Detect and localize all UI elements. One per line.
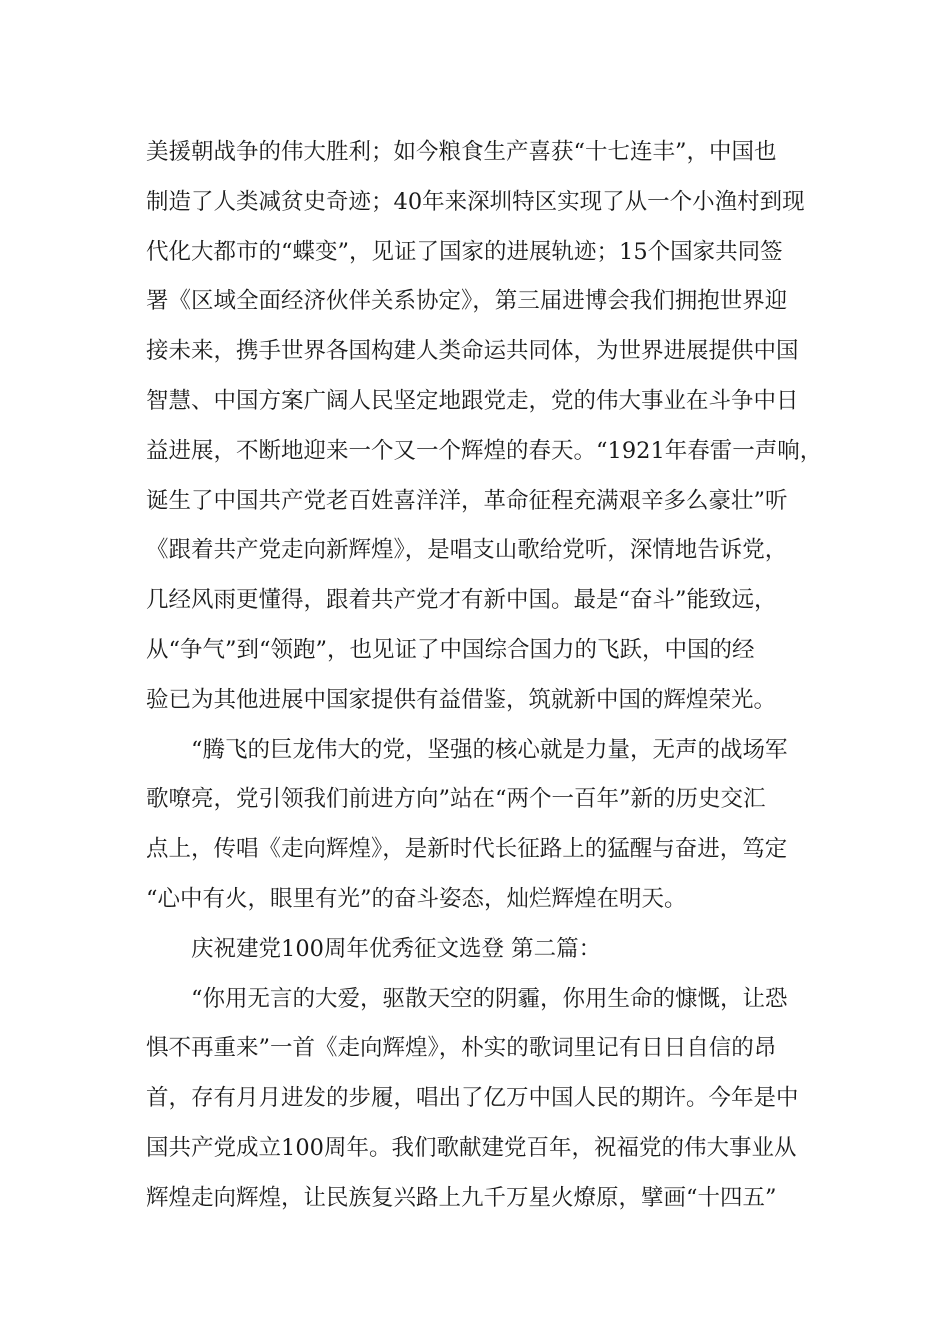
section-heading: 庆祝建党100周年优秀征文选登 第二篇： [191, 935, 602, 962]
text-line: “心中有火，眼里有光”的奋斗姿态，灿烂辉煌在明天。 [146, 885, 687, 912]
text-line: 歌嘹亮，党引领我们前进方向”站在“两个一百年”新的历史交汇 [146, 786, 766, 813]
text-line: 辉煌走向辉煌，让民族复兴路上九千万星火燎原，擘画“十四五” [146, 1184, 777, 1211]
text-line: 验已为其他进展中国家提供有益借鉴，筑就新中国的辉煌荣光。 [146, 686, 777, 713]
text-line: 首，存有月月进发的步履，唱出了亿万中国人民的期许。今年是中 [146, 1085, 799, 1112]
text-line: 署《区域全面经济伙伴关系协定》，第三届进博会我们拥抱世界迎 [146, 288, 788, 315]
text-line: 益进展，不断地迎来一个又一个辉煌的春天。“1921年春雷一声响， [146, 437, 823, 464]
text-line: 国共产党成立100周年。我们歌献建党百年，祝福党的伟大事业从 [146, 1134, 797, 1161]
text-line: 代化大都市的“蝶变”，见证了国家的进展轨迹；15个国家共同签 [146, 238, 783, 265]
text-line: 从“争气”到“领跑”，也见证了中国综合国力的飞跃，中国的经 [146, 636, 755, 663]
text-line: 智慧、中国方案广阔人民坚定地跟党走，党的伟大事业在斗争中日 [146, 387, 799, 414]
text-line: 《跟着共产党走向新辉煌》，是唱支山歌给党听，深情地告诉党， [146, 537, 788, 564]
text-line: 点上，传唱《走向辉煌》，是新时代长征路上的猛醒与奋进，笃定 [146, 836, 788, 863]
text-line: 几经风雨更懂得，跟着共产党才有新中国。最是“奋斗”能致远， [146, 587, 777, 614]
document-body [146, 128, 846, 1224]
text-line: 美援朝战争的伟大胜利；如今粮食生产喜获“十七连丰”，中国也 [146, 139, 777, 165]
paragraph-start-line: “你用无言的大爱，驱散天空的阴霾，你用生命的慷慨，让恐 [191, 985, 788, 1012]
text-line: 制造了人类减贫史奇迹；40年来深圳特区实现了从一个小渔村到现 [146, 188, 805, 215]
paragraph-start-line: “腾飞的巨龙伟大的党，坚强的核心就是力量，无声的战场军 [191, 736, 788, 763]
text-line: 惧不再重来”一首《走向辉煌》，朴实的歌词里记有日日自信的昂 [146, 1035, 777, 1062]
text-line: 诞生了中国共产党老百姓喜洋洋，革命征程充满艰辛多么豪壮”听 [146, 487, 788, 514]
text-line: 接未来，携手世界各国构建人类命运共同体，为世界进展提供中国 [146, 338, 799, 365]
